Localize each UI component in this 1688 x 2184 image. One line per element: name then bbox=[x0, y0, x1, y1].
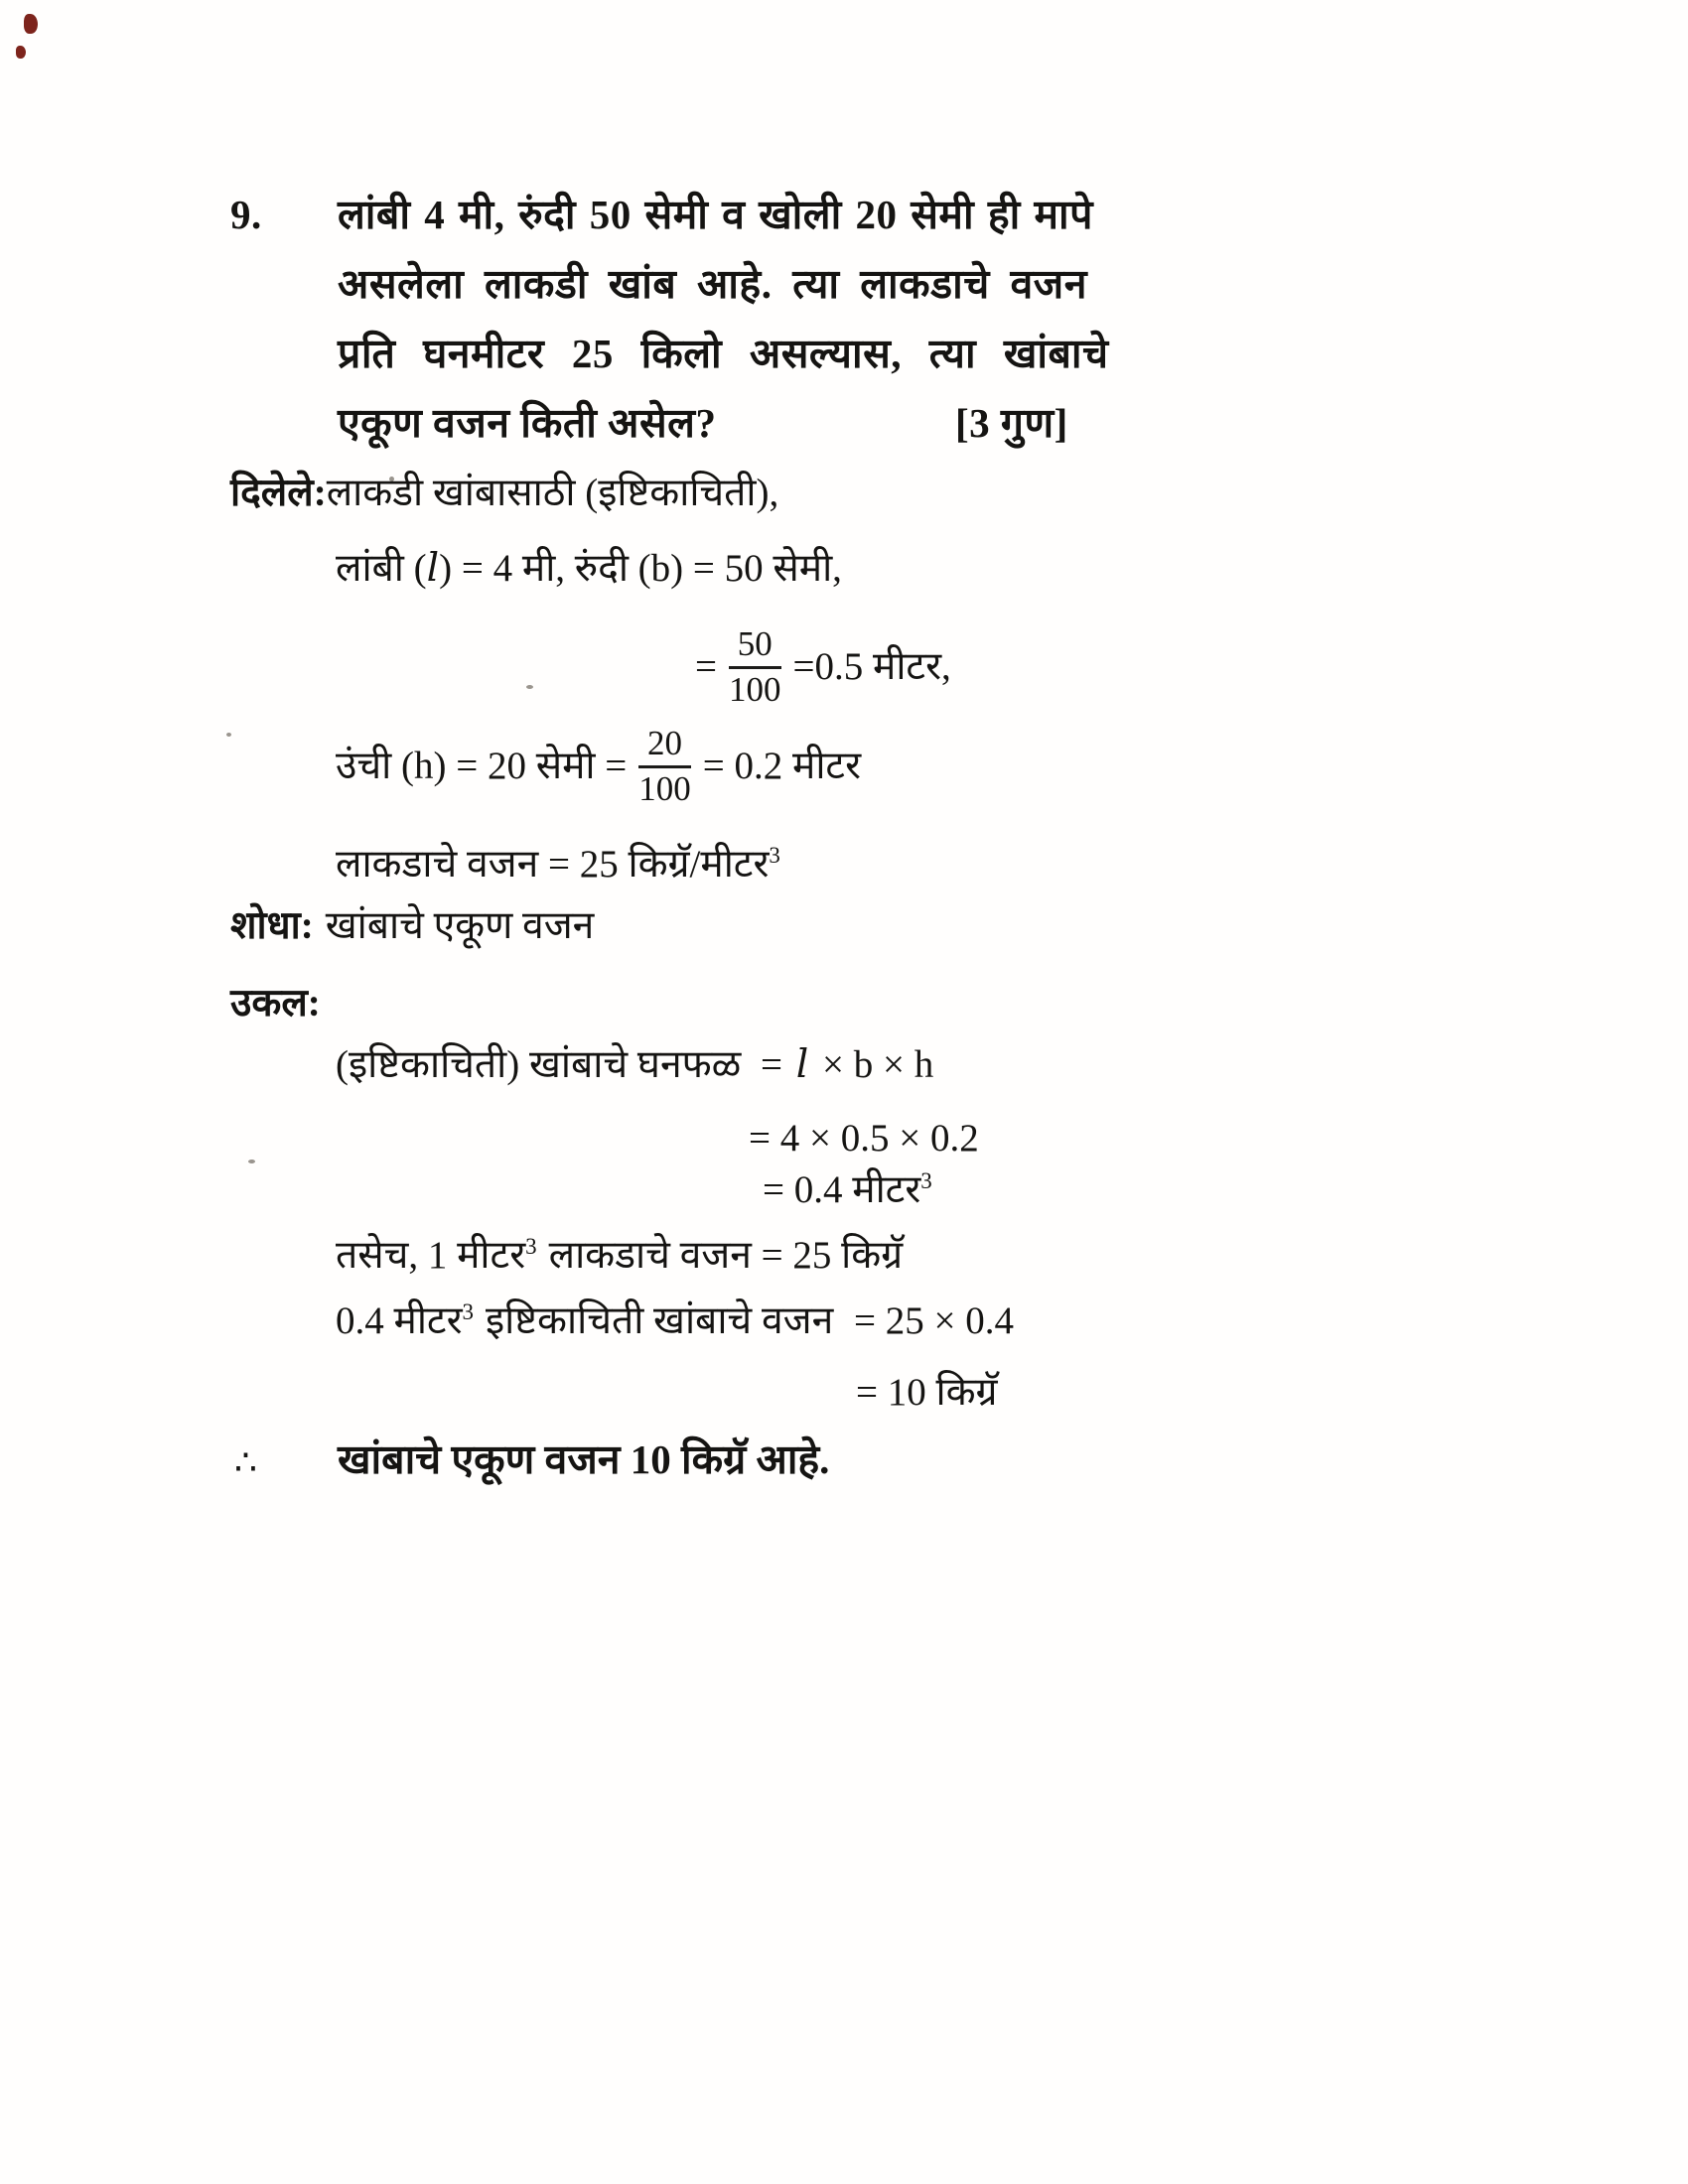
fraction-denominator: 100 bbox=[729, 669, 781, 709]
scan-artifact bbox=[248, 1160, 255, 1163]
therefore-symbol: ∴ bbox=[234, 1442, 257, 1482]
cube-exponent: 3 bbox=[525, 1234, 537, 1259]
solution-label: उकल: bbox=[230, 982, 321, 1024]
height-pre: उंची (h) = 20 सेमी = bbox=[336, 744, 628, 787]
find-label: शोधा: bbox=[230, 904, 314, 947]
density-text: लाकडाचे वजन = 25 किग्रॅ/मीटर bbox=[336, 843, 770, 886]
volume-result-line bbox=[763, 1167, 932, 1214]
density-line bbox=[336, 842, 780, 888]
given-intro: लाकडी खांबासाठी (इष्टिकाचिती), bbox=[326, 472, 779, 514]
volume-rest: × b × h bbox=[821, 1043, 934, 1086]
beam-weight-line bbox=[336, 1298, 833, 1345]
cube-exponent: 3 bbox=[769, 843, 780, 868]
find-line bbox=[230, 903, 594, 950]
scan-artifact bbox=[226, 733, 231, 737]
beam-weight-pre: 0.4 मीटर bbox=[336, 1299, 463, 1342]
unit-weight-line bbox=[336, 1233, 903, 1280]
fraction-denominator: 100 bbox=[638, 768, 691, 808]
length-variable: l bbox=[426, 546, 440, 591]
cube-exponent: 3 bbox=[462, 1299, 475, 1324]
length-variable: l bbox=[795, 1042, 809, 1087]
final-step: = 10 किग्रॅ bbox=[856, 1371, 998, 1414]
height-fraction bbox=[638, 723, 691, 808]
width-result: =0.5 मीटर, bbox=[792, 644, 951, 688]
volume-equals: = bbox=[761, 1043, 782, 1086]
volume-formula-rhs bbox=[761, 1042, 933, 1089]
dims-post: ) = 4 मी, रुंदी (b) = 50 सेमी, bbox=[439, 547, 842, 590]
question-number: 9. bbox=[230, 192, 262, 237]
given-dimensions-line bbox=[336, 546, 842, 593]
cube-exponent: 3 bbox=[920, 1168, 932, 1193]
beam-weight-post: इष्टिकाचिती खांबाचे वजन bbox=[486, 1299, 834, 1342]
question-marks: [3 गुण] bbox=[955, 400, 1068, 446]
height-result: = 0.2 मीटर bbox=[702, 744, 862, 787]
conclusion-text: खांबाचे एकूण वजन 10 किग्रॅ आहे. bbox=[338, 1436, 830, 1482]
height-conversion-line bbox=[336, 703, 861, 830]
volume-step-2: = 4 × 0.5 × 0.2 bbox=[749, 1117, 979, 1160]
given-label: दिलेले: bbox=[230, 472, 327, 514]
find-text: खांबाचे एकूण वजन bbox=[325, 904, 595, 947]
scan-artifact bbox=[526, 685, 533, 689]
unit-weight-post: लाकडाचे वजन = 25 किग्रॅ bbox=[548, 1234, 904, 1277]
width-fraction bbox=[729, 623, 781, 709]
question-line-4: एकूण वजन किती असेल? bbox=[338, 400, 717, 446]
fraction-numerator: 20 bbox=[638, 726, 691, 768]
width-equals: = bbox=[695, 644, 717, 688]
fraction-numerator: 50 bbox=[729, 626, 781, 669]
dims-pre: लांबी ( bbox=[336, 547, 427, 590]
question-line-2: असलेला लाकडी खांब आहे. त्या लाकडाचे वजन bbox=[338, 261, 1087, 307]
scan-artifact bbox=[24, 14, 38, 34]
question-line-1: लांबी 4 मी, रुंदी 50 सेमी व खोली 20 सेमी ही मापे bbox=[338, 192, 1093, 237]
beam-weight-eq: = 25 × 0.4 bbox=[854, 1299, 1014, 1342]
scan-artifact bbox=[16, 46, 26, 59]
question-line-3: प्रति घनमीटर 25 किलो असल्यास, त्या खांबाचे bbox=[338, 331, 1109, 376]
unit-weight-pre: तसेच, 1 मीटर bbox=[336, 1234, 526, 1277]
given-line bbox=[230, 471, 778, 517]
volume-result: = 0.4 मीटर bbox=[763, 1168, 921, 1211]
volume-formula-lhs: (इष्टिकाचिती) खांबाचे घनफळ bbox=[336, 1043, 742, 1086]
